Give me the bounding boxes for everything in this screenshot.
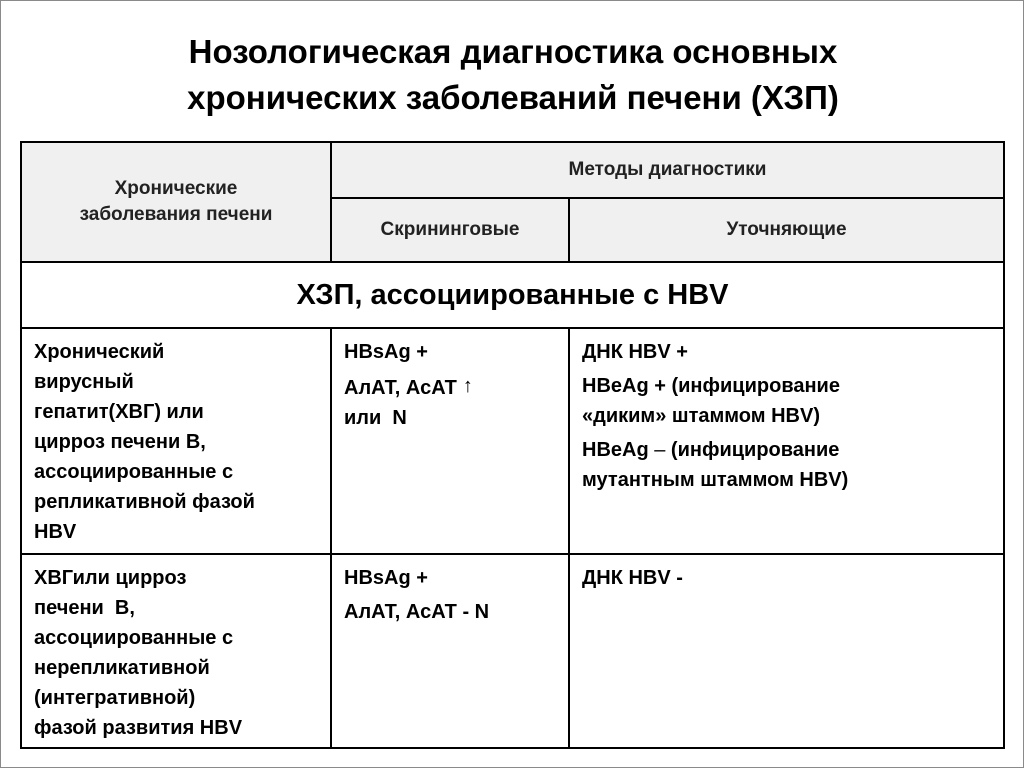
row1-clarifying-cell [568,327,1005,555]
row2-screening-cell [330,553,570,749]
arrow-up-icon: ↑ [462,375,473,397]
page-title [41,29,985,121]
header-screening-label: Скрининговые [380,219,520,240]
title-line-2: хронических заболеваний печени (ХЗП) [187,79,839,116]
header-diseases-label: Хронические заболевания печени [79,178,273,225]
row1-disease-cell: Хронический вирусный гепатит(ХВГ) или цирроз печени В, ассоциированные с репликативной фазой HBV [20,327,332,555]
row1-clarifying-line1: ДНК HBV + [582,341,688,363]
row2-clarifying-line1: ДНК HBV - [582,567,683,589]
diagnostics-table [20,141,1005,749]
header-methods-cell [330,141,1005,199]
row2-disease-cell: ХВГили цирроз печени В, ассоциированные с нерепликативной (интегративной) фазой развития HBV [20,553,332,749]
row1-screening-line2: АлАТ, АсАТ ↑ [344,371,558,403]
header-methods-label: Методы диагностики [568,159,767,180]
section-row [20,261,1005,329]
row2-clarifying-cell [568,553,1005,749]
row1-screening-cell [330,327,570,555]
row1-screening-line1: HBsAg + [344,341,428,363]
row1-screening-line3: или N [344,407,407,429]
section-title: ХЗП, ассоциированные с HBV [296,278,729,311]
header-screening-cell [330,197,570,263]
row1-clarifying-line5: мутантным штаммом HBV) [582,469,849,491]
row2-screening-line1: HBsAg + [344,567,428,589]
row1-clarifying-line4: HBeAg – (инфицирование [582,439,840,461]
row1-clarifying-line3: «диким» штаммом HBV) [582,405,820,427]
header-clarifying-cell [568,197,1005,263]
title-line-1: Нозологическая диагностика основных [188,33,838,70]
row1-clarifying-line2: HBeAg + (инфицирование [582,375,840,397]
row2-screening-line2: АлАТ, АсАТ - N [344,601,490,623]
header-clarifying-label: Уточняющие [726,219,847,240]
header-diseases-cell [20,141,332,263]
